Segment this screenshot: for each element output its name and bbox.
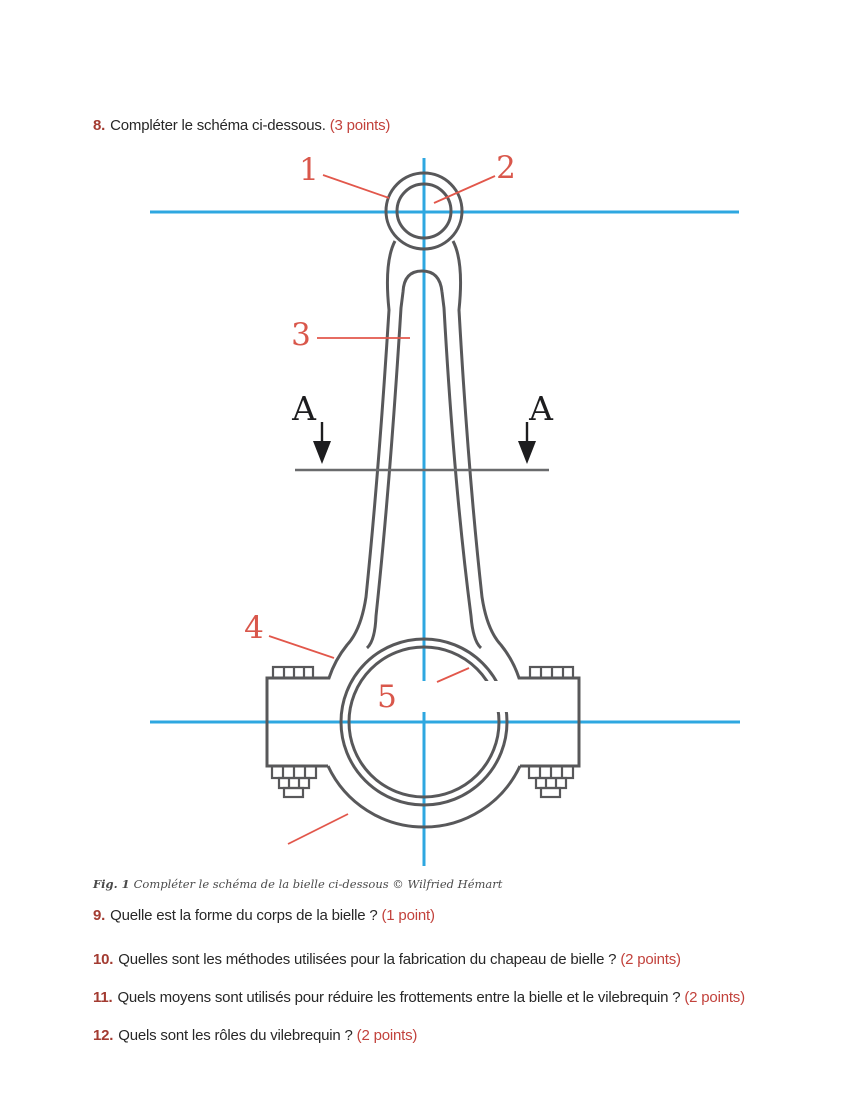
figure-caption-label: Fig. 1 [93,877,130,891]
question-8-text: Compléter le schéma ci-dessous. [110,117,326,134]
question-9-points: (1 point) [381,907,435,924]
question-12-points: (2 points) [356,1027,418,1044]
question-10 [93,951,681,969]
section-letter-left: A [292,389,316,428]
question-9-text: Quelle est la forme du corps de la bielle ? [110,907,378,924]
question-12-text: Quels sont les rôles du vilebrequin ? [118,1027,353,1044]
question-10-number: 10. [93,951,114,968]
section-arrow-left-head [313,441,331,464]
left-nut [272,766,316,797]
question-11 [93,989,745,1007]
leader-1 [323,175,389,198]
rod-left-outline [267,241,395,766]
question-11-text: Quels moyens sont utilisés pour réduire les frottements entre la bielle et le vilebrequin ? [117,989,681,1006]
question-11-points: (2 points) [684,989,745,1006]
section-arrow-right-head [518,441,536,464]
centerlines [150,158,740,866]
question-9-number: 9. [93,907,106,924]
right-nut [529,766,573,797]
label-1: 1 [299,152,319,188]
label-5: 5 [377,679,397,715]
answer-blank-box [405,681,577,712]
figure-caption-text: Compléter le schéma de la bielle ci-dessous © Wilfried Hémart [133,877,503,891]
leader-unlabeled-cap [288,814,348,844]
question-10-points: (2 points) [620,951,681,968]
question-8-points: (3 points) [329,117,391,134]
question-12-number: 12. [93,1027,114,1044]
leader-4 [269,636,334,658]
label-3: 3 [291,317,311,353]
question-10-text: Quelles sont les méthodes utilisées pour la fabrication du chapeau de bielle ? [118,951,617,968]
question-8-number: 8. [93,117,106,134]
figure-caption [93,877,502,891]
label-2: 2 [496,150,516,186]
leader-2 [434,176,495,203]
question-11-number: 11. [93,989,113,1006]
question-9 [93,907,435,925]
label-4: 4 [244,610,264,646]
question-12 [93,1027,417,1045]
leader-5 [437,668,469,682]
section-letter-right: A [529,389,553,428]
